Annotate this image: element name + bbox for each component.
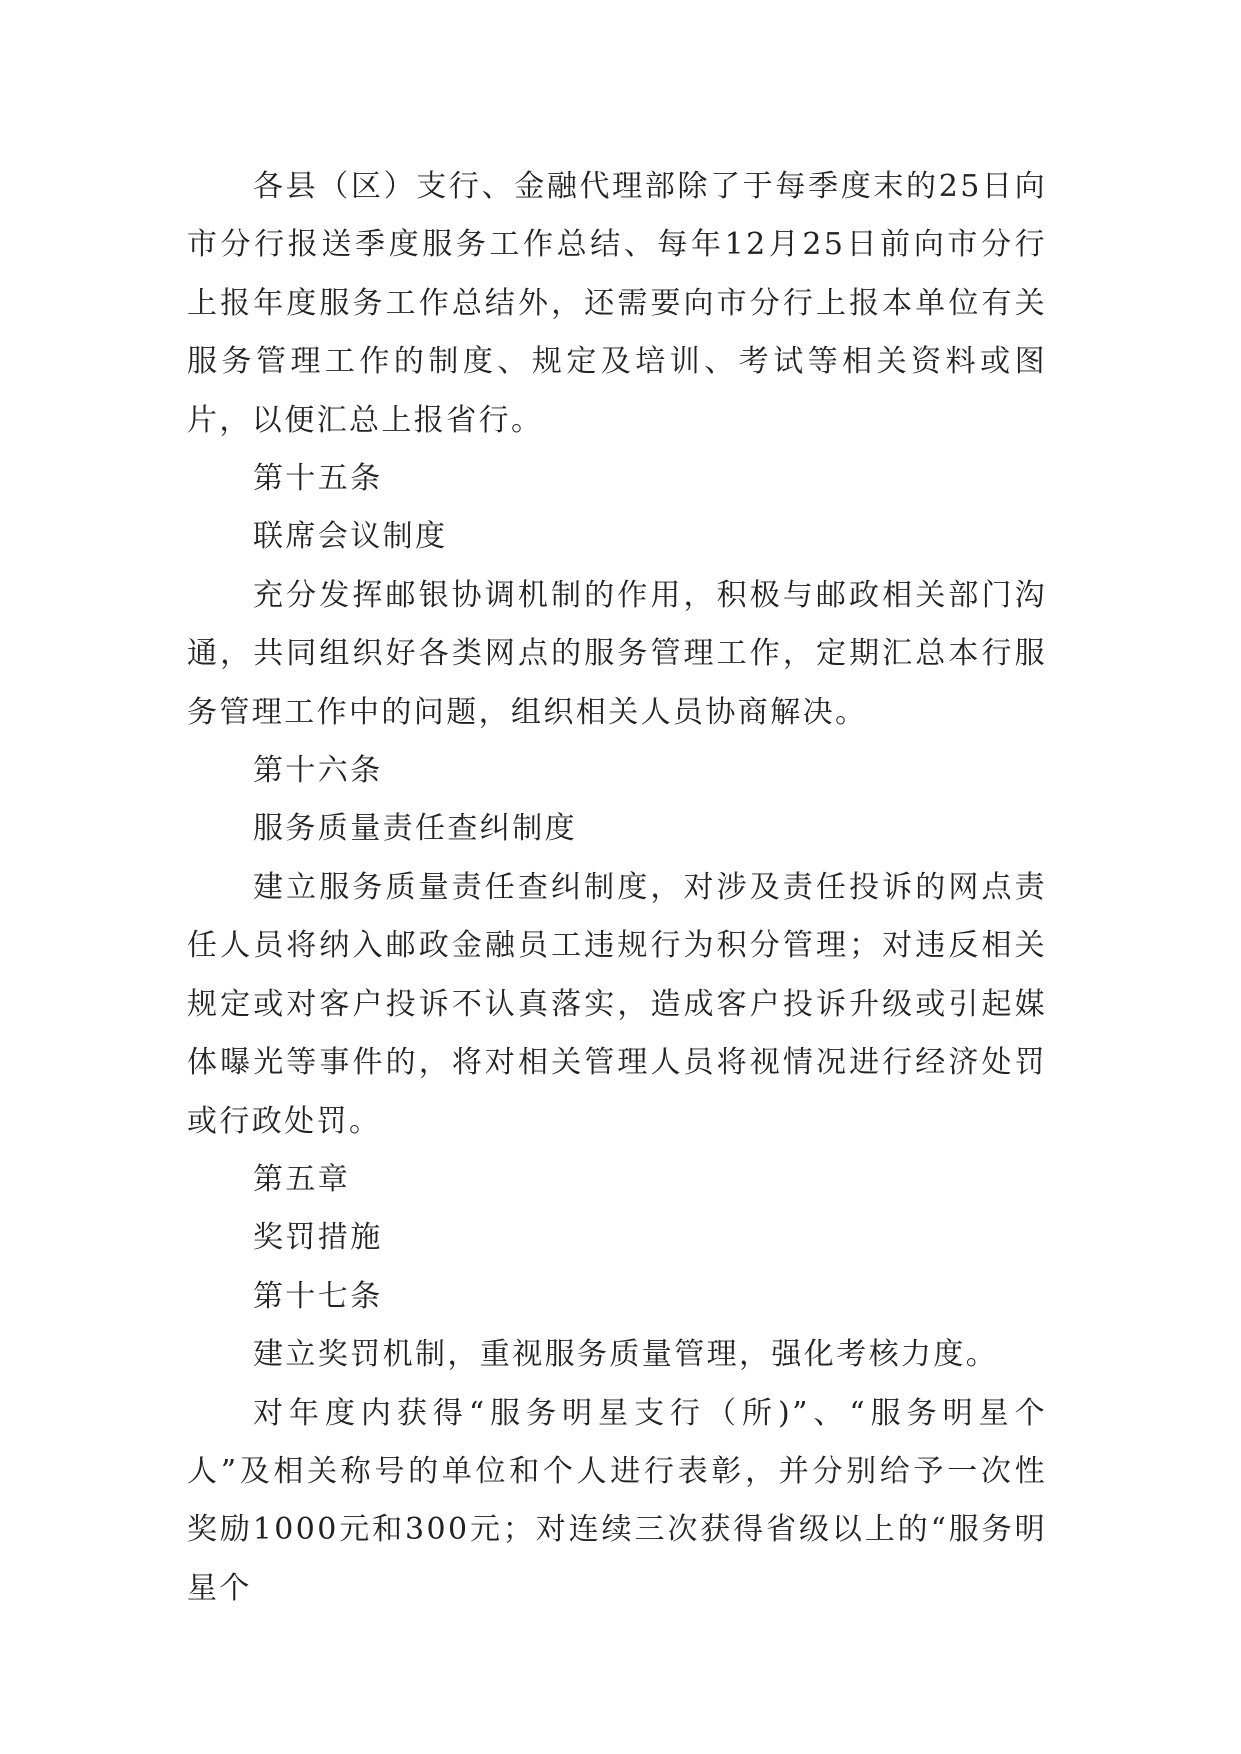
- article-16-title: 服务质量责任查纠制度: [253, 811, 577, 847]
- paragraph-quarterly-reporting: 各县（区）支行、金融代理部除了于每季度末的25日向市分行报送季度服务工作总结、每年12月25日前向市分行上报年度服务工作总结外，还需要向市分行上报本单位有关服务管理工作的制度、规定及培训、考试等相关资料或图片，以便汇总上报省行。: [187, 169, 1047, 438]
- paragraph-quality-responsibility: 建立服务质量责任查纠制度，对涉及责任投诉的网点责任人员将纳入邮政金融员工违规行为积分管理；对违反相关规定或对客户投诉不认真落实，造成客户投诉升级或引起媒体曝光等事件的，将对相关管理人员将视情况进行经济处罚或行政处罚。: [187, 869, 1047, 1139]
- chapter-5-number: 第五章: [253, 1161, 351, 1197]
- article-16-number: 第十六条: [253, 753, 383, 789]
- article-17-number: 第十七条: [253, 1278, 383, 1314]
- paragraph-joint-meeting: 充分发挥邮银协调机制的作用，积极与邮政相关部门沟通，共同组织好各类网点的服务管理工作，定期汇总本行服务管理工作中的问题，组织相关人员协商解决。: [187, 577, 1047, 730]
- chapter-5-title: 奖罚措施: [253, 1220, 383, 1256]
- paragraph-reward-mechanism: 建立奖罚机制，重视服务质量管理，强化考核力度。: [253, 1337, 999, 1373]
- paragraph-service-star-awards: 对年度内获得“服务明星支行（所)”、“服务明星个人”及相关称号的单位和个人进行表彰，并分别给予一次性奖励1000元和300元；对连续三次获得省级以上的“服务明星个: [187, 1395, 1047, 1606]
- article-15-number: 第十五条: [253, 461, 383, 497]
- article-15-title: 联席会议制度: [253, 519, 448, 555]
- document-body: [187, 158, 1047, 1618]
